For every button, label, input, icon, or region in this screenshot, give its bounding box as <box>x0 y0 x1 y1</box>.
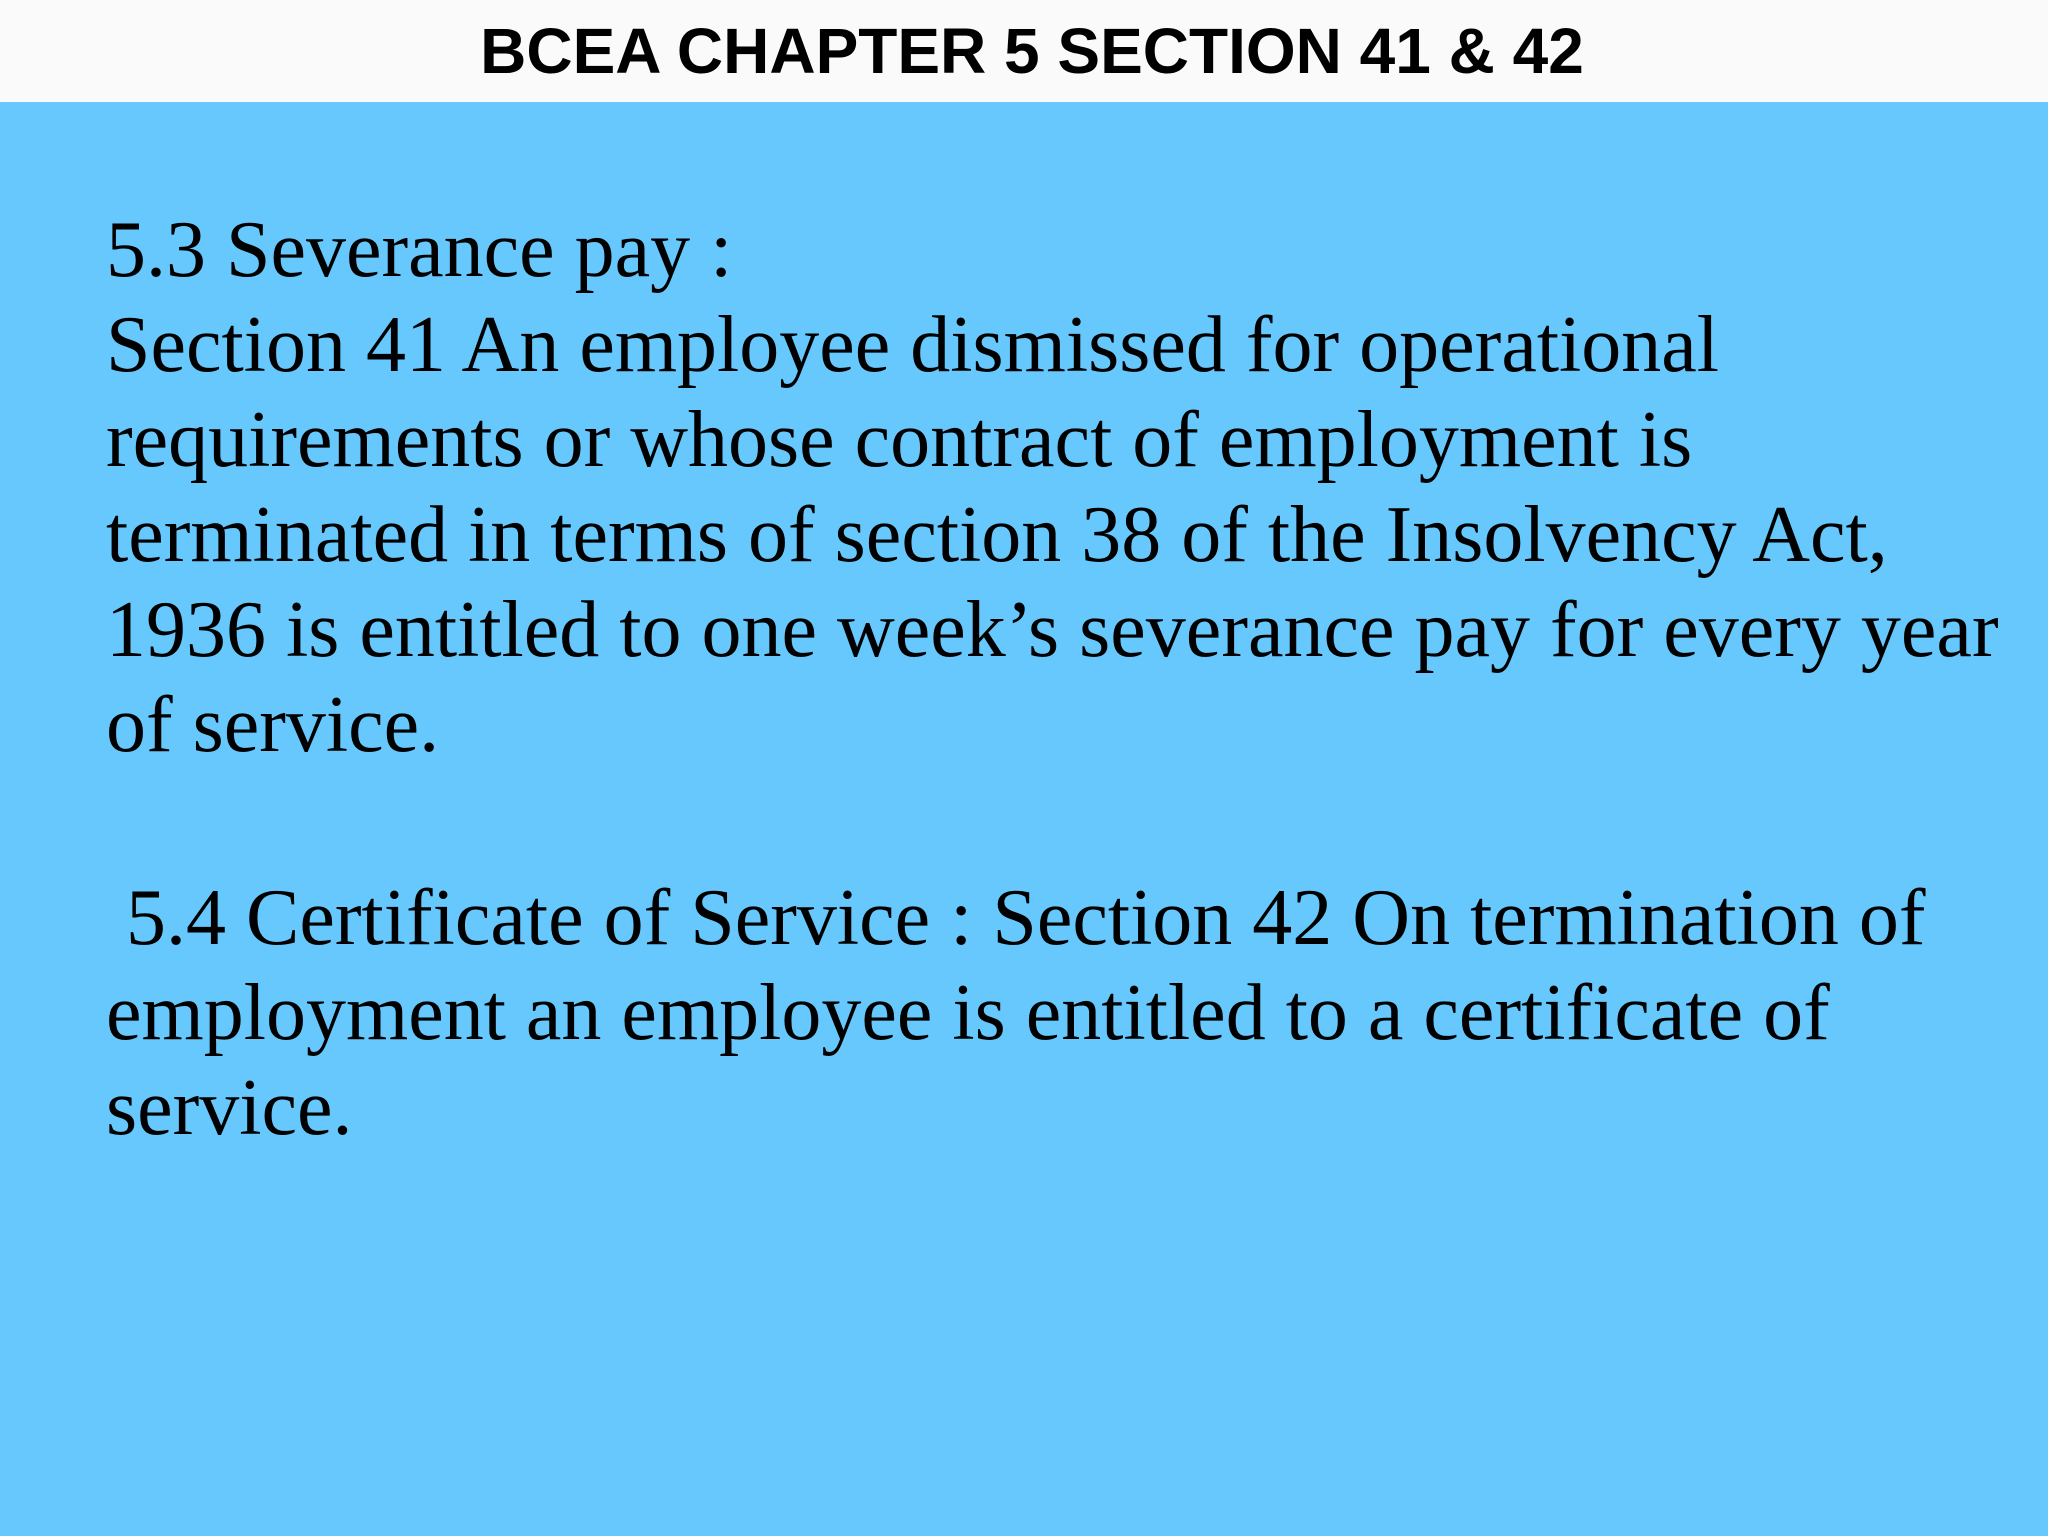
severance-line-5: of service. <box>106 681 440 769</box>
slide-title: BCEA CHAPTER 5 SECTION 41 & 42 <box>480 15 1584 87</box>
severance-line-1: Section 41 An employee dismissed for operational <box>106 301 1720 389</box>
severance-line-4: 1936 is entitled to one week’s severance pay for every year <box>106 586 1999 674</box>
title-bar <box>0 0 2048 102</box>
severance-heading: 5.3 Severance pay : <box>106 206 733 294</box>
certificate-line-2: employment an employee is entitled to a certificate of <box>106 969 1830 1057</box>
certificate-line-1: 5.4 Certificate of Service : Section 42 On termination of <box>106 874 1926 962</box>
severance-line-2: requirements or whose contract of employment is <box>106 396 1693 484</box>
severance-line-3: terminated in terms of section 38 of the Insolvency Act, <box>106 491 1888 579</box>
certificate-line-3: service. <box>106 1064 353 1152</box>
slide-body <box>0 102 2048 1536</box>
